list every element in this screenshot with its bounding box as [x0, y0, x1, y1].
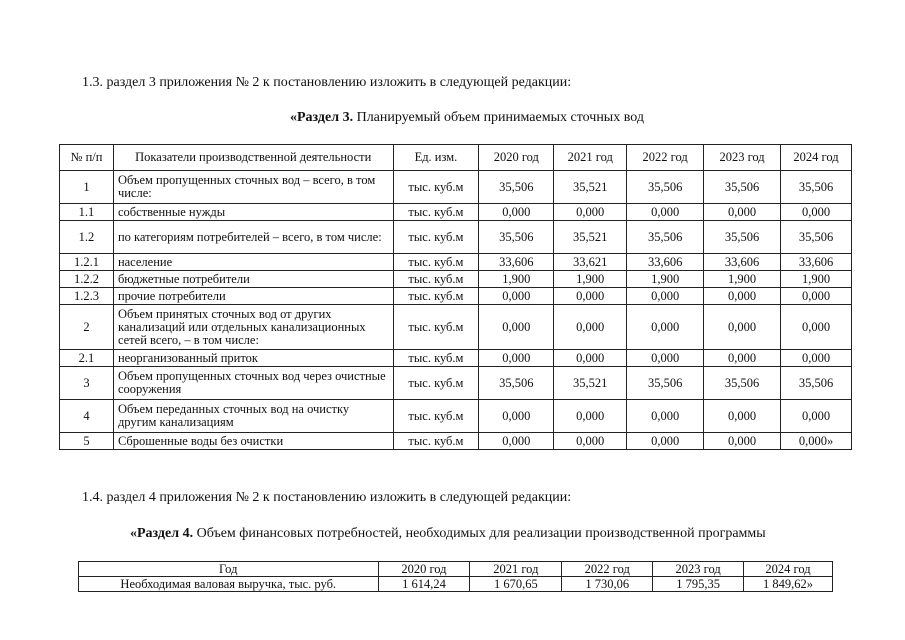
cell-value: 35,506: [781, 221, 852, 254]
row-indicator: неорганизованный приток: [113, 350, 393, 367]
cell-value: 0,000: [627, 350, 704, 367]
table-row: [60, 171, 852, 204]
cell-value: 0,000»: [781, 433, 852, 450]
cell-value: 0,000: [781, 288, 852, 305]
cell-value: 35,506: [627, 367, 704, 400]
row-number: 4: [60, 400, 114, 433]
row-number: 1.2.2: [60, 271, 114, 288]
table-row: [60, 254, 852, 271]
cell-value: 35,506: [627, 171, 704, 204]
header-year-label: Год: [79, 562, 379, 577]
row-indicator: Объем пропущенных сточных вод – всего, в том числе:: [113, 171, 393, 204]
table-row: [60, 305, 852, 350]
table-header-row: [60, 145, 852, 171]
section-3-heading-bold: «Раздел 3.: [290, 110, 354, 125]
cell-value: 0,000: [554, 305, 627, 350]
cell-value: 1 849,62»: [744, 577, 833, 592]
table-header-row: [79, 562, 833, 577]
table-row: [60, 350, 852, 367]
cell-value: 35,506: [479, 171, 554, 204]
cell-value: 1 614,24: [378, 577, 470, 592]
cell-value: 35,506: [479, 221, 554, 254]
header-year: 2024 год: [744, 562, 833, 577]
row-indicator: Сброшенные воды без очистки: [113, 433, 393, 450]
cell-value: 0,000: [781, 204, 852, 221]
section-4-intro: 1.4. раздел 4 приложения № 2 к постановлению изложить в следующей редакции:: [82, 490, 572, 505]
table-row: [60, 288, 852, 305]
cell-value: 0,000: [704, 350, 781, 367]
section-3-heading-text: Планируемый объем принимаемых сточных вод: [353, 110, 644, 125]
cell-value: 33,606: [479, 254, 554, 271]
cell-value: 0,000: [627, 204, 704, 221]
row-number: 1.2.3: [60, 288, 114, 305]
row-number: 1: [60, 171, 114, 204]
row-unit: тыс. куб.м: [393, 367, 479, 400]
cell-value: 33,606: [781, 254, 852, 271]
header-year: 2020 год: [479, 145, 554, 171]
table-row: [60, 204, 852, 221]
row-number: 1.2: [60, 221, 114, 254]
section-4-heading: [130, 526, 766, 542]
cell-value: 0,000: [627, 400, 704, 433]
cell-value: 35,506: [627, 221, 704, 254]
header-year: 2021 год: [554, 145, 627, 171]
section-3-heading: [290, 110, 644, 126]
cell-value: 0,000: [554, 204, 627, 221]
section-3-intro: 1.3. раздел 3 приложения № 2 к постановлению изложить в следующей редакции:: [82, 75, 572, 90]
row-number: 1.2.1: [60, 254, 114, 271]
cell-value: 0,000: [781, 305, 852, 350]
header-year: 2024 год: [781, 145, 852, 171]
row-unit: тыс. куб.м: [393, 288, 479, 305]
table-row: [60, 221, 852, 254]
cell-value: 0,000: [554, 433, 627, 450]
financial-needs-table: [78, 561, 833, 592]
table-row: [60, 400, 852, 433]
cell-value: 1,900: [479, 271, 554, 288]
cell-value: 1,900: [627, 271, 704, 288]
row-indicator: Объем принятых сточных вод от других канализаций или отдельных канализационных сетей всего, – в том числе:: [113, 305, 393, 350]
cell-value: 1 795,35: [653, 577, 744, 592]
cell-value: 33,606: [704, 254, 781, 271]
cell-value: 33,621: [554, 254, 627, 271]
row-unit: тыс. куб.м: [393, 271, 479, 288]
row-indicator: Объем переданных сточных вод на очистку другим канализациям: [113, 400, 393, 433]
row-label: Необходимая валовая выручка, тыс. руб.: [79, 577, 379, 592]
table-row: [60, 271, 852, 288]
wastewater-volume-table: [59, 144, 852, 450]
cell-value: 0,000: [554, 350, 627, 367]
cell-value: 0,000: [704, 305, 781, 350]
cell-value: 35,521: [554, 221, 627, 254]
cell-value: 0,000: [479, 204, 554, 221]
section-4-heading-bold: «Раздел 4.: [130, 526, 194, 541]
row-unit: тыс. куб.м: [393, 171, 479, 204]
header-year: 2022 год: [627, 145, 704, 171]
table-row: [60, 433, 852, 450]
row-number: 2: [60, 305, 114, 350]
cell-value: 1,900: [781, 271, 852, 288]
cell-value: 0,000: [704, 433, 781, 450]
row-number: 1.1: [60, 204, 114, 221]
cell-value: 35,521: [554, 367, 627, 400]
cell-value: 1 670,65: [470, 577, 562, 592]
cell-value: 1,900: [704, 271, 781, 288]
row-unit: тыс. куб.м: [393, 350, 479, 367]
cell-value: 0,000: [704, 204, 781, 221]
table-row: [79, 577, 833, 592]
row-unit: тыс. куб.м: [393, 221, 479, 254]
header-year: 2020 год: [378, 562, 470, 577]
cell-value: 1,900: [554, 271, 627, 288]
cell-value: 1 730,06: [562, 577, 653, 592]
cell-value: 0,000: [704, 288, 781, 305]
cell-value: 33,606: [627, 254, 704, 271]
row-number: 2.1: [60, 350, 114, 367]
cell-value: 35,506: [781, 367, 852, 400]
cell-value: 0,000: [479, 433, 554, 450]
row-indicator: население: [113, 254, 393, 271]
row-indicator: бюджетные потребители: [113, 271, 393, 288]
cell-value: 35,506: [781, 171, 852, 204]
cell-value: 0,000: [479, 288, 554, 305]
row-unit: тыс. куб.м: [393, 305, 479, 350]
cell-value: 0,000: [479, 305, 554, 350]
header-indicator: Показатели производственной деятельности: [113, 145, 393, 171]
header-year: 2023 год: [704, 145, 781, 171]
cell-value: 35,521: [554, 171, 627, 204]
cell-value: 0,000: [704, 400, 781, 433]
cell-value: 0,000: [479, 350, 554, 367]
cell-value: 0,000: [479, 400, 554, 433]
cell-value: 0,000: [627, 305, 704, 350]
row-unit: тыс. куб.м: [393, 400, 479, 433]
header-year: 2022 год: [562, 562, 653, 577]
cell-value: 0,000: [627, 433, 704, 450]
row-number: 3: [60, 367, 114, 400]
row-unit: тыс. куб.м: [393, 433, 479, 450]
row-unit: тыс. куб.м: [393, 254, 479, 271]
header-unit: Ед. изм.: [393, 145, 479, 171]
row-indicator: прочие потребители: [113, 288, 393, 305]
header-year: 2023 год: [653, 562, 744, 577]
cell-value: 0,000: [781, 400, 852, 433]
cell-value: 0,000: [554, 288, 627, 305]
row-unit: тыс. куб.м: [393, 204, 479, 221]
cell-value: 35,506: [479, 367, 554, 400]
cell-value: 0,000: [627, 288, 704, 305]
cell-value: 35,506: [704, 367, 781, 400]
row-indicator: по категориям потребителей – всего, в том числе:: [113, 221, 393, 254]
cell-value: 0,000: [554, 400, 627, 433]
table-row: [60, 367, 852, 400]
cell-value: 35,506: [704, 171, 781, 204]
cell-value: 0,000: [781, 350, 852, 367]
row-number: 5: [60, 433, 114, 450]
row-indicator: Объем пропущенных сточных вод через очистные сооружения: [113, 367, 393, 400]
row-indicator: собственные нужды: [113, 204, 393, 221]
header-year: 2021 год: [470, 562, 562, 577]
cell-value: 35,506: [704, 221, 781, 254]
section-4-heading-text: Объем финансовых потребностей, необходимых для реализации производственной программы: [193, 526, 766, 541]
header-number: № п/п: [60, 145, 114, 171]
